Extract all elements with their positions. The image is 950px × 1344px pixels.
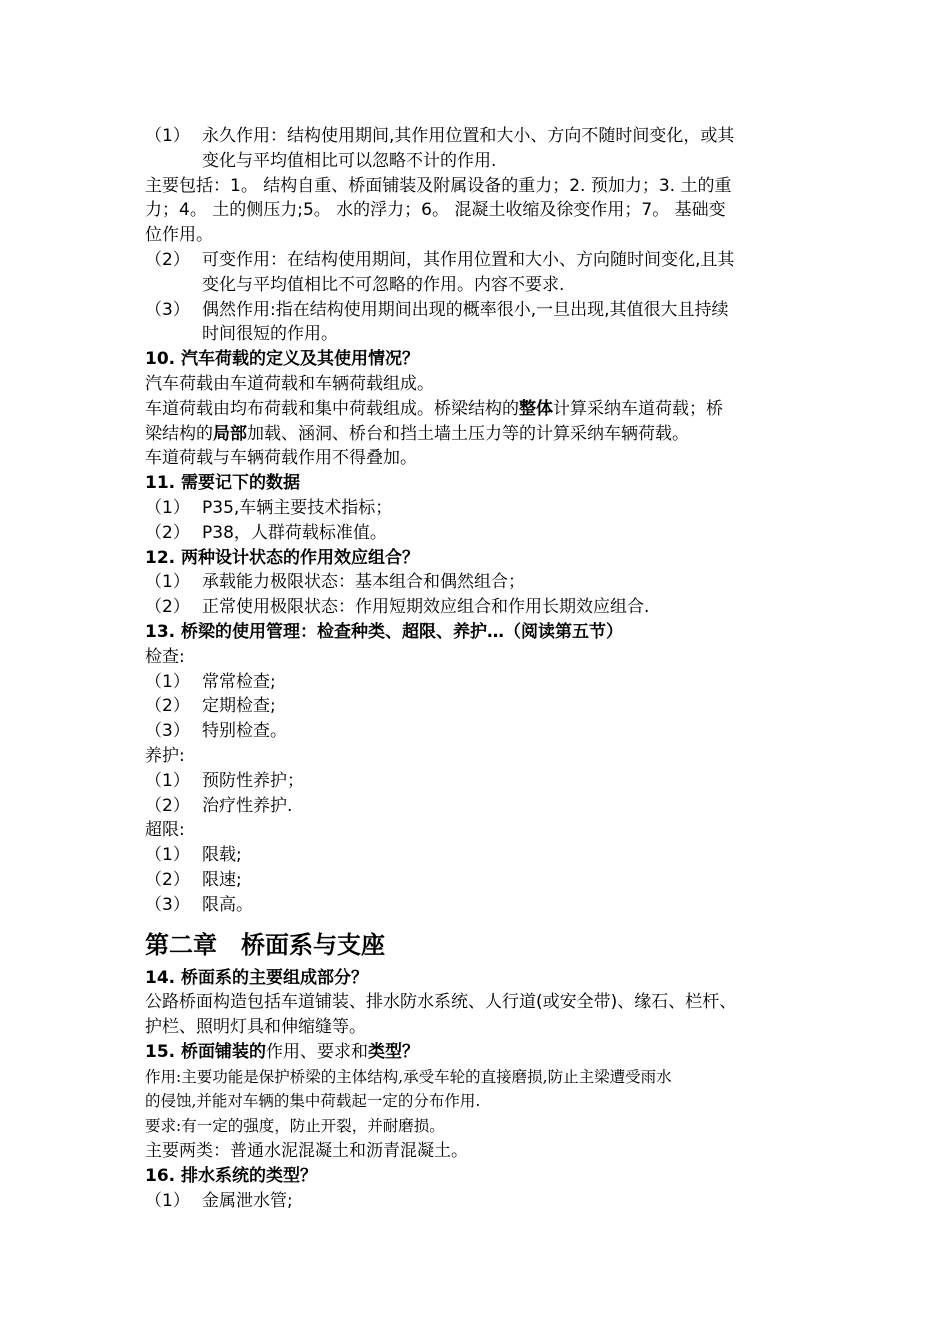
paragraph-line xyxy=(145,397,805,422)
chapter-heading: 第二章 桥面系与支座 xyxy=(145,930,385,959)
list-item xyxy=(145,843,805,868)
question-heading: 11. 需要记下的数据 xyxy=(145,473,301,494)
paragraph-line: 位作用。 xyxy=(145,225,213,246)
item-text: 永久作用：结构使用期间,其作用位置和大小、方向不随时间变化，或其 xyxy=(202,126,735,146)
item-text: P35,车辆主要技术指标； xyxy=(202,497,393,518)
paragraph-line: 护栏、照明灯具和伸缩缝等。 xyxy=(145,1017,366,1038)
subsection-label: 超限: xyxy=(145,820,185,841)
list-item xyxy=(145,124,805,149)
question-heading: 16. 排水系统的类型？ xyxy=(145,1165,318,1186)
item-text: 金属泄水管; xyxy=(202,1190,293,1211)
item-text: 承载能力极限状态：基本组合和偶然组合； xyxy=(202,572,525,593)
item-text-continuation: 变化与平均值相比不可忽略的作用。内容不要求. xyxy=(202,274,565,295)
item-text: 限速; xyxy=(202,869,242,890)
paragraph-line: 要求:有一定的强度，防止开裂，并耐磨损。 xyxy=(145,1117,445,1136)
list-item xyxy=(145,1189,805,1214)
heading-part: 类型？ xyxy=(368,1041,420,1062)
question-heading: 13. 桥梁的使用管理：检查种类、超限、养护…（阅读第五节） xyxy=(145,621,624,642)
subsection-label: 检查: xyxy=(145,646,185,667)
item-text: 治疗性养护. xyxy=(202,795,293,816)
item-text: 限载; xyxy=(202,845,242,866)
paragraph-line: 力；4。 土的侧压力;5。 水的浮力；6。 混凝土收缩及徐变作用；7。 基础变 xyxy=(145,200,726,221)
item-number: （2） xyxy=(145,795,190,816)
item-text-continuation: 变化与平均值相比可以忽略不计的作用. xyxy=(202,150,497,171)
paragraph-line: 的侵蚀,并能对车辆的集中荷载起一定的分布作用. xyxy=(145,1092,481,1111)
item-number: （2） xyxy=(145,249,190,270)
paragraph-line: 主要包括：1。 结构自重、桥面铺装及附属设备的重力；2. 预加力；3. 土的重 xyxy=(145,175,732,196)
item-text: 定期检查; xyxy=(202,696,276,717)
question-heading: 10. 汽车荷载的定义及其使用情况？ xyxy=(145,349,420,370)
bold-text: 整体 xyxy=(519,398,553,419)
item-text: 正常使用极限状态：作用短期效应组合和作用长期效应组合. xyxy=(202,597,650,618)
item-number: （1） xyxy=(145,126,190,146)
item-text: 限高。 xyxy=(202,894,253,915)
list-item xyxy=(145,868,805,893)
list-item xyxy=(145,769,805,794)
list-item xyxy=(145,496,805,521)
bold-text: 局部 xyxy=(213,423,247,444)
item-text: 常常检查; xyxy=(202,671,276,692)
item-number: （2） xyxy=(145,696,190,717)
item-text-continuation: 时间很短的作用。 xyxy=(202,324,338,345)
subsection-label: 养护: xyxy=(145,745,185,766)
item-number: （3） xyxy=(145,299,190,320)
list-item xyxy=(145,694,805,719)
item-number: （2） xyxy=(145,597,190,618)
text-span: 计算采纳车道荷载；桥 xyxy=(553,398,723,419)
text-span: 梁结构的 xyxy=(145,423,213,444)
item-text: 可变作用：在结构使用期间，其作用位置和大小、方向随时间变化,且其 xyxy=(202,249,735,270)
paragraph-line: 车道荷载与车辆荷载作用不得叠加。 xyxy=(145,448,417,469)
item-text: 偶然作用:指在结构使用期间出现的概率很小,一旦出现,其值很大且持续 xyxy=(202,299,729,320)
paragraph-line: 汽车荷载由车道荷载和车辆荷载组成。 xyxy=(145,373,434,394)
question-heading: 14. 桥面系的主要组成部分？ xyxy=(145,967,369,988)
item-number: （3） xyxy=(145,721,190,742)
list-item xyxy=(145,595,805,620)
question-heading xyxy=(145,1040,805,1065)
item-number: （2） xyxy=(145,522,190,543)
item-number: （2） xyxy=(145,869,190,890)
list-item xyxy=(145,670,805,695)
item-number: （1） xyxy=(145,671,190,692)
list-item xyxy=(145,794,805,819)
list-item xyxy=(145,298,805,323)
text-span: 加载、涵洞、桥台和挡土墙土压力等的计算采纳车辆荷载。 xyxy=(247,423,689,444)
document-body xyxy=(145,124,805,1213)
item-text: 预防性养护； xyxy=(202,770,304,791)
item-number: （1） xyxy=(145,770,190,791)
list-item xyxy=(145,521,805,546)
item-text: P38，人群荷载标准值。 xyxy=(202,522,387,543)
item-number: （1） xyxy=(145,572,190,593)
item-number: （1） xyxy=(145,1190,190,1211)
item-number: （1） xyxy=(145,497,190,518)
list-item xyxy=(145,570,805,595)
paragraph-line: 公路桥面构造包括车道铺装、排水防水系统、人行道(或安全带)、缘石、栏杆、 xyxy=(145,992,737,1013)
question-heading: 12. 两种设计状态的作用效应组合？ xyxy=(145,547,420,568)
list-item xyxy=(145,893,805,918)
item-number: （3） xyxy=(145,894,190,915)
item-number: （1） xyxy=(145,845,190,866)
paragraph-line: 主要两类：普通水泥混凝土和沥青混凝土。 xyxy=(145,1141,468,1162)
list-item xyxy=(145,248,805,273)
paragraph-line: 作用:主要功能是保护桥梁的主体结构,承受车轮的直接磨损,防止主梁遭受雨水 xyxy=(145,1067,672,1086)
text-span: 车道荷载由均布荷载和集中荷载组成。桥梁结构的 xyxy=(145,398,519,419)
item-text: 特别检查。 xyxy=(202,721,287,742)
heading-part: 15. 桥面铺装的 xyxy=(145,1041,267,1062)
heading-part: 作用、要求和 xyxy=(266,1041,369,1062)
paragraph-line xyxy=(145,422,805,447)
list-item xyxy=(145,719,805,744)
